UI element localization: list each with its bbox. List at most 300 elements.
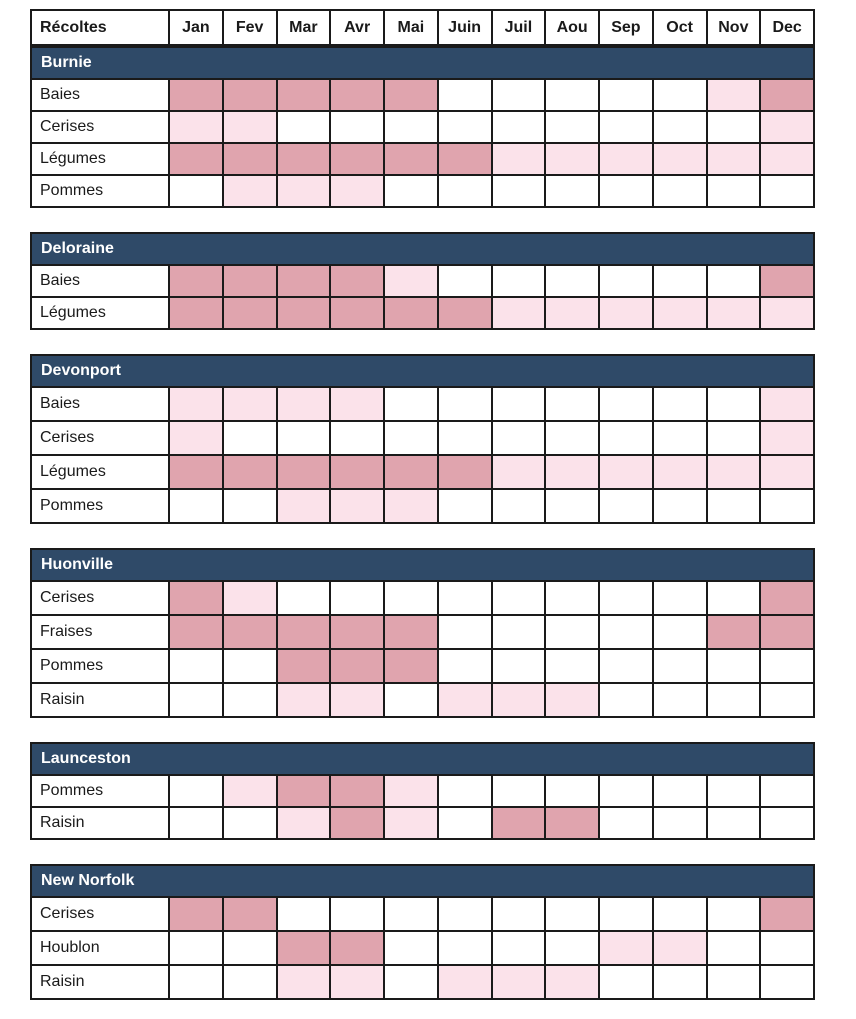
- season-cell-dec: [760, 683, 814, 717]
- crop-row: [31, 297, 814, 329]
- season-cell-juil: [492, 897, 546, 931]
- region-title-row: [31, 865, 814, 897]
- season-cell-nov: [707, 683, 761, 717]
- season-cell-juin: [438, 965, 492, 999]
- season-cell-mar: [277, 143, 331, 175]
- season-cell-jan: [169, 265, 223, 297]
- season-cell-avr: [330, 683, 384, 717]
- season-cell-fev: [223, 897, 277, 931]
- season-cell-nov: [707, 265, 761, 297]
- season-cell-aou: [545, 965, 599, 999]
- season-cell-juin: [438, 897, 492, 931]
- season-cell-aou: [545, 143, 599, 175]
- season-cell-oct: [653, 455, 707, 489]
- season-cell-nov: [707, 581, 761, 615]
- season-cell-mai: [384, 421, 438, 455]
- season-cell-aou: [545, 931, 599, 965]
- header-month: Juil: [492, 10, 546, 45]
- season-cell-avr: [330, 807, 384, 839]
- season-cell-oct: [653, 175, 707, 207]
- harvest-calendar: [30, 9, 813, 1000]
- season-cell-sep: [599, 807, 653, 839]
- season-cell-avr: [330, 111, 384, 143]
- season-cell-fev: [223, 455, 277, 489]
- season-cell-avr: [330, 79, 384, 111]
- season-cell-mai: [384, 897, 438, 931]
- season-cell-fev: [223, 489, 277, 523]
- header-row: [31, 10, 814, 45]
- season-cell-nov: [707, 111, 761, 143]
- season-cell-mai: [384, 387, 438, 421]
- season-cell-jan: [169, 775, 223, 807]
- header-month: Aou: [545, 10, 599, 45]
- season-cell-juil: [492, 581, 546, 615]
- season-cell-mai: [384, 965, 438, 999]
- season-cell-oct: [653, 421, 707, 455]
- season-cell-oct: [653, 387, 707, 421]
- season-cell-dec: [760, 581, 814, 615]
- season-cell-sep: [599, 143, 653, 175]
- season-cell-jan: [169, 297, 223, 329]
- season-cell-dec: [760, 79, 814, 111]
- header-month: Nov: [707, 10, 761, 45]
- season-cell-mar: [277, 421, 331, 455]
- season-cell-aou: [545, 175, 599, 207]
- season-cell-sep: [599, 965, 653, 999]
- season-cell-juil: [492, 807, 546, 839]
- season-cell-sep: [599, 581, 653, 615]
- season-cell-nov: [707, 421, 761, 455]
- season-cell-nov: [707, 79, 761, 111]
- season-cell-aou: [545, 387, 599, 421]
- season-cell-sep: [599, 615, 653, 649]
- header-crops-label: Récoltes: [31, 10, 169, 45]
- season-cell-avr: [330, 421, 384, 455]
- header-month: Dec: [760, 10, 814, 45]
- season-cell-juil: [492, 649, 546, 683]
- header-month: Sep: [599, 10, 653, 45]
- season-cell-jan: [169, 175, 223, 207]
- season-cell-mar: [277, 615, 331, 649]
- crop-row: [31, 615, 814, 649]
- season-cell-sep: [599, 265, 653, 297]
- season-cell-aou: [545, 615, 599, 649]
- season-cell-mar: [277, 265, 331, 297]
- crop-name: Pommes: [31, 489, 169, 523]
- season-cell-dec: [760, 807, 814, 839]
- season-cell-mai: [384, 649, 438, 683]
- season-cell-fev: [223, 581, 277, 615]
- season-cell-nov: [707, 775, 761, 807]
- season-cell-mar: [277, 455, 331, 489]
- crop-row: [31, 265, 814, 297]
- season-cell-oct: [653, 143, 707, 175]
- season-cell-juil: [492, 455, 546, 489]
- crop-name: Baies: [31, 265, 169, 297]
- region-title-row: [31, 549, 814, 581]
- region-gap: [30, 718, 813, 742]
- season-cell-juin: [438, 175, 492, 207]
- season-cell-juil: [492, 489, 546, 523]
- region-title-row: [31, 743, 814, 775]
- crop-row: [31, 965, 814, 999]
- season-cell-sep: [599, 79, 653, 111]
- region-table: [30, 232, 815, 330]
- season-cell-oct: [653, 111, 707, 143]
- crop-row: [31, 649, 814, 683]
- season-cell-aou: [545, 111, 599, 143]
- crop-name: Légumes: [31, 143, 169, 175]
- season-cell-mar: [277, 931, 331, 965]
- crop-name: Raisin: [31, 965, 169, 999]
- season-cell-fev: [223, 649, 277, 683]
- crop-row: [31, 581, 814, 615]
- season-cell-jan: [169, 581, 223, 615]
- season-cell-sep: [599, 931, 653, 965]
- season-cell-avr: [330, 931, 384, 965]
- header-month: Jan: [169, 10, 223, 45]
- season-cell-dec: [760, 421, 814, 455]
- season-cell-oct: [653, 683, 707, 717]
- season-cell-juin: [438, 421, 492, 455]
- crop-name: Pommes: [31, 775, 169, 807]
- season-cell-sep: [599, 387, 653, 421]
- season-cell-juin: [438, 387, 492, 421]
- region-name: Devonport: [31, 355, 814, 387]
- season-cell-juin: [438, 489, 492, 523]
- region-name: Burnie: [31, 47, 814, 79]
- season-cell-juil: [492, 965, 546, 999]
- season-cell-juil: [492, 421, 546, 455]
- season-cell-avr: [330, 649, 384, 683]
- crop-row: [31, 111, 814, 143]
- crop-row: [31, 897, 814, 931]
- season-cell-jan: [169, 683, 223, 717]
- region-gap: [30, 208, 813, 232]
- season-cell-aou: [545, 421, 599, 455]
- season-cell-juin: [438, 297, 492, 329]
- season-cell-nov: [707, 297, 761, 329]
- season-cell-jan: [169, 143, 223, 175]
- season-cell-aou: [545, 265, 599, 297]
- region-name: New Norfolk: [31, 865, 814, 897]
- season-cell-dec: [760, 175, 814, 207]
- season-cell-juil: [492, 265, 546, 297]
- season-cell-mai: [384, 489, 438, 523]
- season-cell-juil: [492, 79, 546, 111]
- season-cell-fev: [223, 297, 277, 329]
- season-cell-fev: [223, 615, 277, 649]
- crop-row: [31, 387, 814, 421]
- crop-row: [31, 79, 814, 111]
- season-cell-juin: [438, 775, 492, 807]
- crop-name: Baies: [31, 387, 169, 421]
- season-cell-dec: [760, 775, 814, 807]
- season-cell-nov: [707, 897, 761, 931]
- season-cell-mar: [277, 775, 331, 807]
- season-cell-mai: [384, 931, 438, 965]
- season-cell-mar: [277, 581, 331, 615]
- season-cell-jan: [169, 807, 223, 839]
- season-cell-oct: [653, 649, 707, 683]
- season-cell-oct: [653, 581, 707, 615]
- season-cell-dec: [760, 897, 814, 931]
- season-cell-mai: [384, 111, 438, 143]
- season-cell-avr: [330, 175, 384, 207]
- season-cell-dec: [760, 965, 814, 999]
- season-cell-mar: [277, 297, 331, 329]
- season-cell-juil: [492, 175, 546, 207]
- season-cell-mai: [384, 615, 438, 649]
- crop-row: [31, 175, 814, 207]
- season-cell-mar: [277, 807, 331, 839]
- season-cell-jan: [169, 615, 223, 649]
- season-cell-juin: [438, 143, 492, 175]
- season-cell-fev: [223, 931, 277, 965]
- season-cell-jan: [169, 965, 223, 999]
- season-cell-jan: [169, 111, 223, 143]
- crop-row: [31, 931, 814, 965]
- season-cell-avr: [330, 581, 384, 615]
- season-cell-mar: [277, 387, 331, 421]
- season-cell-fev: [223, 965, 277, 999]
- season-cell-dec: [760, 455, 814, 489]
- season-cell-juin: [438, 265, 492, 297]
- season-cell-mai: [384, 683, 438, 717]
- season-cell-aou: [545, 807, 599, 839]
- region-title-row: [31, 233, 814, 265]
- season-cell-juin: [438, 111, 492, 143]
- season-cell-fev: [223, 387, 277, 421]
- season-cell-oct: [653, 265, 707, 297]
- season-cell-fev: [223, 265, 277, 297]
- season-cell-sep: [599, 111, 653, 143]
- season-cell-nov: [707, 489, 761, 523]
- region-name: Huonville: [31, 549, 814, 581]
- season-cell-aou: [545, 581, 599, 615]
- season-cell-oct: [653, 297, 707, 329]
- season-cell-juil: [492, 615, 546, 649]
- season-cell-nov: [707, 615, 761, 649]
- header-month: Mai: [384, 10, 438, 45]
- season-cell-jan: [169, 649, 223, 683]
- season-cell-sep: [599, 455, 653, 489]
- crop-name: Houblon: [31, 931, 169, 965]
- season-cell-oct: [653, 931, 707, 965]
- season-cell-oct: [653, 489, 707, 523]
- crop-name: Pommes: [31, 175, 169, 207]
- season-cell-jan: [169, 931, 223, 965]
- region-gap: [30, 524, 813, 548]
- header-table: [30, 9, 815, 46]
- season-cell-sep: [599, 489, 653, 523]
- season-cell-juin: [438, 649, 492, 683]
- season-cell-fev: [223, 111, 277, 143]
- season-cell-aou: [545, 683, 599, 717]
- crop-row: [31, 775, 814, 807]
- season-cell-mar: [277, 897, 331, 931]
- region-gap: [30, 330, 813, 354]
- header-month: Fev: [223, 10, 277, 45]
- season-cell-jan: [169, 489, 223, 523]
- season-cell-juil: [492, 931, 546, 965]
- season-cell-jan: [169, 421, 223, 455]
- season-cell-nov: [707, 807, 761, 839]
- season-cell-mai: [384, 143, 438, 175]
- season-cell-nov: [707, 387, 761, 421]
- regions-container: [30, 46, 813, 1000]
- season-cell-avr: [330, 897, 384, 931]
- season-cell-oct: [653, 897, 707, 931]
- season-cell-fev: [223, 79, 277, 111]
- region-table: [30, 742, 815, 840]
- season-cell-juin: [438, 683, 492, 717]
- season-cell-juil: [492, 111, 546, 143]
- header-month: Avr: [330, 10, 384, 45]
- season-cell-nov: [707, 175, 761, 207]
- header-month: Juin: [438, 10, 492, 45]
- season-cell-fev: [223, 421, 277, 455]
- crop-name: Raisin: [31, 683, 169, 717]
- season-cell-mar: [277, 79, 331, 111]
- season-cell-aou: [545, 897, 599, 931]
- region-gap: [30, 840, 813, 864]
- crop-row: [31, 683, 814, 717]
- season-cell-avr: [330, 489, 384, 523]
- season-cell-juin: [438, 455, 492, 489]
- season-cell-dec: [760, 649, 814, 683]
- season-cell-sep: [599, 775, 653, 807]
- season-cell-nov: [707, 931, 761, 965]
- crop-name: Raisin: [31, 807, 169, 839]
- crop-row: [31, 421, 814, 455]
- season-cell-juin: [438, 615, 492, 649]
- season-cell-jan: [169, 79, 223, 111]
- season-cell-juin: [438, 807, 492, 839]
- season-cell-mar: [277, 649, 331, 683]
- season-cell-juil: [492, 387, 546, 421]
- season-cell-fev: [223, 775, 277, 807]
- season-cell-avr: [330, 143, 384, 175]
- season-cell-aou: [545, 79, 599, 111]
- season-cell-avr: [330, 775, 384, 807]
- crop-name: Cerises: [31, 111, 169, 143]
- crop-row: [31, 455, 814, 489]
- season-cell-oct: [653, 775, 707, 807]
- region-table: [30, 46, 815, 208]
- season-cell-mai: [384, 175, 438, 207]
- header-month: Mar: [277, 10, 331, 45]
- season-cell-mai: [384, 79, 438, 111]
- crop-name: Baies: [31, 79, 169, 111]
- season-cell-dec: [760, 265, 814, 297]
- season-cell-juil: [492, 143, 546, 175]
- season-cell-avr: [330, 265, 384, 297]
- season-cell-sep: [599, 421, 653, 455]
- crop-name: Légumes: [31, 455, 169, 489]
- season-cell-avr: [330, 965, 384, 999]
- season-cell-juin: [438, 79, 492, 111]
- season-cell-mar: [277, 683, 331, 717]
- season-cell-mar: [277, 965, 331, 999]
- season-cell-mai: [384, 807, 438, 839]
- season-cell-jan: [169, 897, 223, 931]
- season-cell-oct: [653, 965, 707, 999]
- season-cell-dec: [760, 615, 814, 649]
- season-cell-mai: [384, 455, 438, 489]
- season-cell-mai: [384, 265, 438, 297]
- crop-name: Cerises: [31, 421, 169, 455]
- season-cell-fev: [223, 807, 277, 839]
- season-cell-oct: [653, 615, 707, 649]
- season-cell-mai: [384, 581, 438, 615]
- season-cell-avr: [330, 387, 384, 421]
- header-month: Oct: [653, 10, 707, 45]
- season-cell-fev: [223, 683, 277, 717]
- region-table: [30, 864, 815, 1000]
- region-name: Launceston: [31, 743, 814, 775]
- crop-name: Cerises: [31, 897, 169, 931]
- season-cell-dec: [760, 489, 814, 523]
- crop-name: Cerises: [31, 581, 169, 615]
- season-cell-jan: [169, 387, 223, 421]
- season-cell-fev: [223, 175, 277, 207]
- season-cell-sep: [599, 683, 653, 717]
- season-cell-nov: [707, 143, 761, 175]
- season-cell-juin: [438, 581, 492, 615]
- season-cell-aou: [545, 455, 599, 489]
- season-cell-fev: [223, 143, 277, 175]
- season-cell-mar: [277, 489, 331, 523]
- season-cell-avr: [330, 455, 384, 489]
- season-cell-nov: [707, 455, 761, 489]
- season-cell-aou: [545, 297, 599, 329]
- season-cell-mai: [384, 297, 438, 329]
- crop-row: [31, 143, 814, 175]
- season-cell-mar: [277, 111, 331, 143]
- region-table: [30, 354, 815, 524]
- season-cell-oct: [653, 79, 707, 111]
- season-cell-nov: [707, 649, 761, 683]
- crop-name: Légumes: [31, 297, 169, 329]
- season-cell-oct: [653, 807, 707, 839]
- season-cell-avr: [330, 615, 384, 649]
- season-cell-dec: [760, 931, 814, 965]
- region-title-row: [31, 355, 814, 387]
- season-cell-dec: [760, 387, 814, 421]
- crop-row: [31, 489, 814, 523]
- season-cell-sep: [599, 297, 653, 329]
- crop-name: Fraises: [31, 615, 169, 649]
- region-table: [30, 548, 815, 718]
- region-title-row: [31, 47, 814, 79]
- season-cell-jan: [169, 455, 223, 489]
- season-cell-nov: [707, 965, 761, 999]
- season-cell-juil: [492, 683, 546, 717]
- season-cell-aou: [545, 775, 599, 807]
- season-cell-dec: [760, 297, 814, 329]
- season-cell-juil: [492, 775, 546, 807]
- season-cell-juin: [438, 931, 492, 965]
- region-name: Deloraine: [31, 233, 814, 265]
- season-cell-sep: [599, 175, 653, 207]
- season-cell-aou: [545, 649, 599, 683]
- season-cell-dec: [760, 143, 814, 175]
- season-cell-juil: [492, 297, 546, 329]
- season-cell-aou: [545, 489, 599, 523]
- season-cell-dec: [760, 111, 814, 143]
- season-cell-mai: [384, 775, 438, 807]
